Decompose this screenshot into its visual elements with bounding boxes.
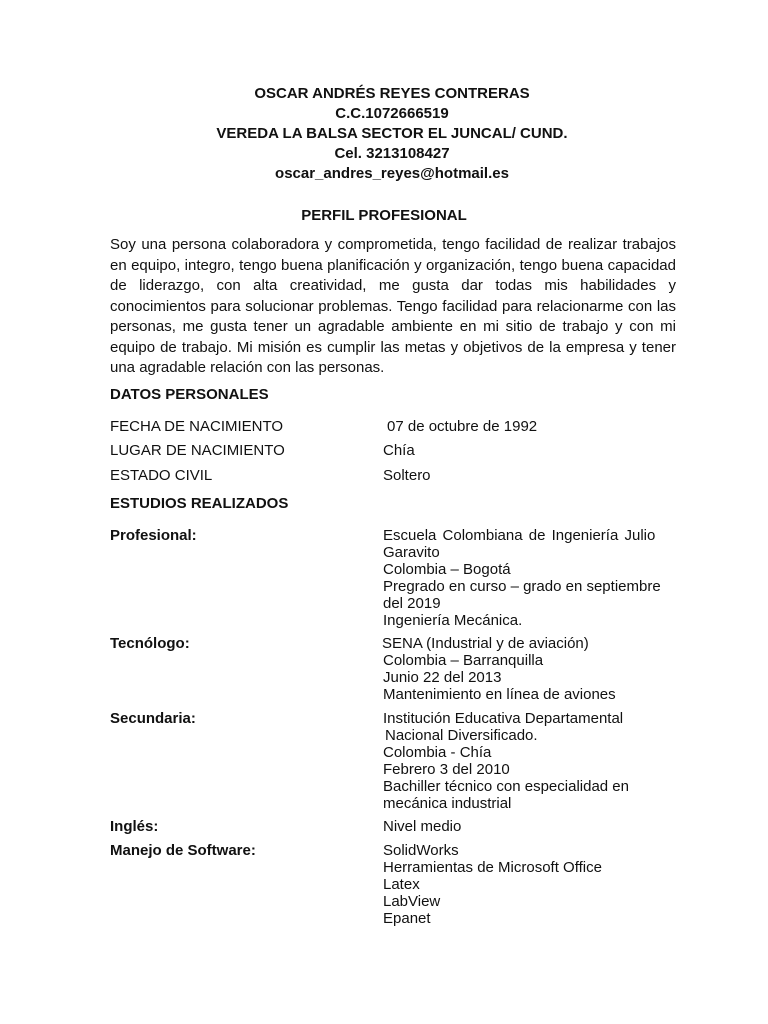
software-label: Manejo de Software: bbox=[110, 842, 256, 859]
civil-status-label: ESTADO CIVIL bbox=[110, 467, 213, 484]
software-value bbox=[383, 842, 676, 927]
secondary-line: mecánica industrial bbox=[383, 795, 512, 812]
studies-title: ESTUDIOS REALIZADOS bbox=[110, 495, 289, 512]
professional-line: Ingeniería Mecánica. bbox=[383, 612, 523, 629]
professional-line: Colombia – Bogotá bbox=[383, 561, 511, 578]
professional-line: Garavito bbox=[383, 544, 440, 561]
id-number: C.C.1072666519 bbox=[335, 105, 449, 122]
technologist-line: SENA (Industrial y de aviación) bbox=[382, 635, 589, 652]
birth-place-label: LUGAR DE NACIMIENTO bbox=[110, 442, 285, 459]
profile-text: Soy una persona colaboradora y comprometida, tengo facilidad de realizar trabajos en equipo, integro, tengo buena planificación y organización, tengo buena capacidad de liderazgo, con alta creatividad, me gusta dar todas mis habilidades y conocimientos para solucionar problemas. Tengo facilidad para relacionarme con las personas, me gusta tener un agradable ambiente en mi sitio de trabajo y con mi equipo de trabajo. Mi misión es cumplir las metas y objetivos de la empresa y tener una agradable relación con las personas. bbox=[110, 236, 676, 376]
birth-date-label: FECHA DE NACIMIENTO bbox=[110, 418, 284, 435]
technologist-line: Colombia – Barranquilla bbox=[383, 652, 544, 669]
birth-place-value: Chía bbox=[383, 442, 415, 459]
technologist-value bbox=[383, 635, 676, 703]
technologist-label: Tecnólogo: bbox=[110, 635, 190, 652]
profile-title: PERFIL PROFESIONAL bbox=[301, 207, 467, 224]
civil-status-value: Soltero bbox=[383, 467, 431, 484]
professional-label: Profesional: bbox=[110, 527, 197, 544]
secondary-label: Secundaria: bbox=[110, 710, 196, 727]
secondary-line: Institución Educativa Departamental bbox=[383, 710, 624, 727]
professional-line: Escuela Colombiana de Ingeniería Julio bbox=[383, 527, 656, 544]
phone: Cel. 3213108427 bbox=[334, 145, 450, 162]
professional-line: del 2019 bbox=[383, 595, 441, 612]
english-label: Inglés: bbox=[110, 818, 159, 835]
professional-value bbox=[383, 527, 676, 629]
software-item: Epanet bbox=[383, 910, 431, 927]
professional-line: Pregrado en curso – grado en septiembre bbox=[383, 578, 661, 595]
address: VEREDA LA BALSA SECTOR EL JUNCAL/ CUND. bbox=[216, 125, 568, 142]
birth-date-value: 07 de octubre de 1992 bbox=[387, 418, 538, 435]
software-item: Latex bbox=[383, 876, 420, 893]
software-item: LabView bbox=[383, 893, 441, 910]
software-item: SolidWorks bbox=[383, 842, 459, 859]
secondary-line: Nacional Diversificado. bbox=[385, 727, 538, 744]
software-item: Herramientas de Microsoft Office bbox=[383, 859, 602, 876]
technologist-line: Mantenimiento en línea de aviones bbox=[383, 686, 616, 703]
secondary-line: Bachiller técnico con especialidad en bbox=[383, 778, 629, 795]
secondary-line: Febrero 3 del 2010 bbox=[383, 761, 510, 778]
technologist-line: Junio 22 del 2013 bbox=[383, 669, 502, 686]
secondary-line: Colombia - Chía bbox=[383, 744, 492, 761]
personal-data-title: DATOS PERSONALES bbox=[110, 386, 269, 403]
full-name: OSCAR ANDRÉS REYES CONTRERAS bbox=[254, 85, 530, 102]
secondary-value bbox=[383, 710, 676, 812]
email: oscar_andres_reyes@hotmail.es bbox=[275, 165, 509, 182]
english-value: Nivel medio bbox=[383, 818, 462, 835]
resume-header bbox=[0, 84, 768, 184]
